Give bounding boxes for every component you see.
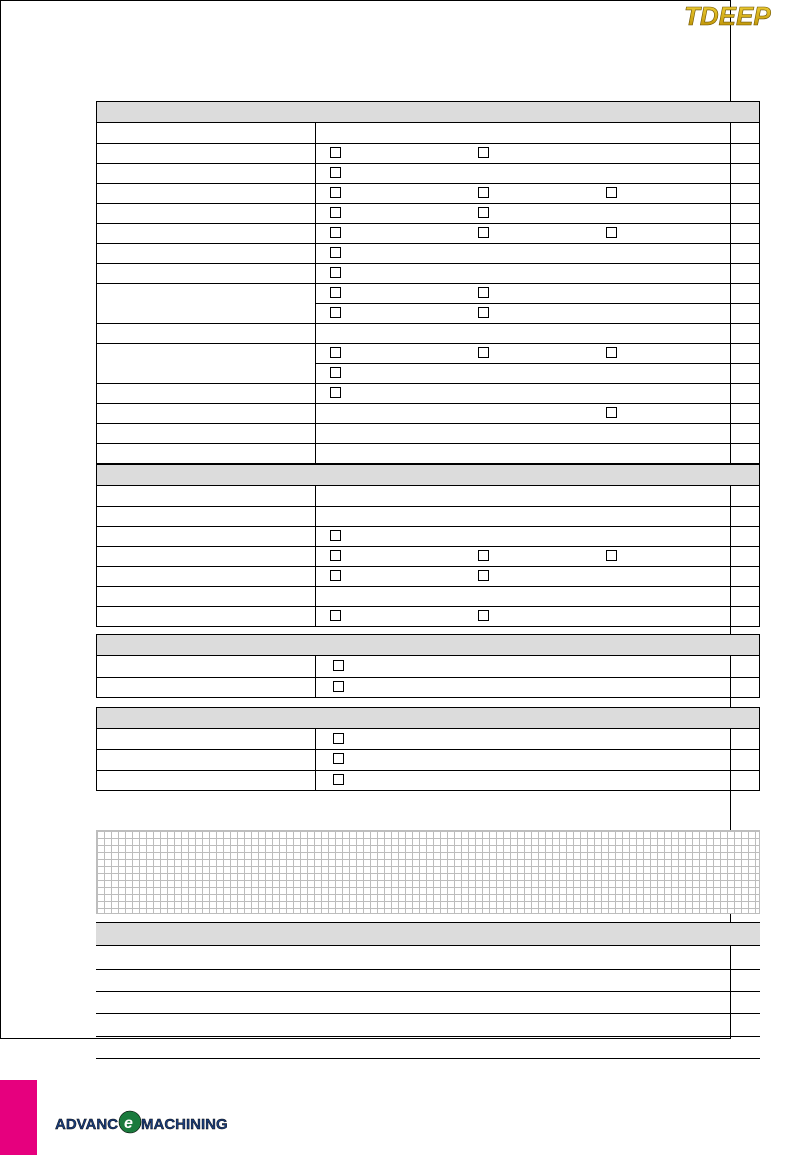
advance-machining-logo: [55, 1108, 230, 1136]
notes-line[interactable]: [96, 1058, 760, 1059]
checkbox[interactable]: [478, 570, 489, 581]
checkbox[interactable]: [330, 147, 341, 158]
svg-text:ADVANC: ADVANC: [55, 1116, 119, 1133]
row-line: [96, 443, 760, 444]
tdeep-logo: [682, 0, 796, 30]
row-line: [96, 677, 760, 678]
section-3-header: [96, 634, 760, 656]
row-line: [96, 749, 760, 750]
checkbox[interactable]: [333, 660, 344, 671]
checkbox[interactable]: [333, 753, 344, 764]
checkbox[interactable]: [606, 187, 617, 198]
row-line: [96, 223, 760, 224]
checkbox[interactable]: [478, 287, 489, 298]
checkbox[interactable]: [330, 610, 341, 621]
checkbox[interactable]: [333, 774, 344, 785]
notes-line[interactable]: [96, 991, 760, 992]
sketch-grid[interactable]: [96, 830, 760, 914]
checkbox[interactable]: [606, 347, 617, 358]
checkbox[interactable]: [330, 187, 341, 198]
checkbox[interactable]: [478, 147, 489, 158]
checkbox[interactable]: [330, 287, 341, 298]
checkbox[interactable]: [606, 407, 617, 418]
checkbox[interactable]: [333, 733, 344, 744]
checkbox[interactable]: [330, 267, 341, 278]
svg-text:MACHINING: MACHINING: [141, 1116, 228, 1133]
row-line: [96, 383, 760, 384]
accent-bar: [0, 1080, 37, 1155]
notes-line[interactable]: [96, 969, 760, 970]
checkbox[interactable]: [330, 367, 341, 378]
checkbox[interactable]: [330, 227, 341, 238]
section-4-divider: [315, 729, 316, 791]
row-line: [315, 363, 760, 364]
checkbox[interactable]: [606, 550, 617, 561]
checkbox[interactable]: [330, 550, 341, 561]
row-line: [96, 606, 760, 607]
row-line: [96, 586, 760, 587]
row-line: [96, 403, 760, 404]
svg-text:e: e: [124, 1115, 133, 1132]
row-line: [96, 526, 760, 527]
row-line: [315, 303, 760, 304]
row-line: [96, 566, 760, 567]
notes-line[interactable]: [96, 1036, 760, 1037]
section-2-header: [96, 464, 760, 486]
checkbox[interactable]: [478, 347, 489, 358]
checkbox[interactable]: [478, 307, 489, 318]
notes-header: [96, 922, 760, 946]
checkbox[interactable]: [478, 227, 489, 238]
checkbox[interactable]: [478, 187, 489, 198]
checkbox[interactable]: [330, 207, 341, 218]
svg-text:TDEEP: TDEEP: [684, 1, 771, 30]
row-line: [96, 323, 760, 324]
row-line: [96, 506, 760, 507]
section-1-header: [96, 101, 760, 123]
checkbox[interactable]: [478, 550, 489, 561]
row-line: [96, 163, 760, 164]
section-4-header: [96, 707, 760, 729]
checkbox[interactable]: [606, 227, 617, 238]
checkbox[interactable]: [330, 247, 341, 258]
row-line: [96, 203, 760, 204]
checkbox[interactable]: [330, 387, 341, 398]
checkbox[interactable]: [478, 610, 489, 621]
row-line: [96, 546, 760, 547]
row-line: [96, 343, 760, 344]
checkbox[interactable]: [330, 347, 341, 358]
row-line: [96, 770, 760, 771]
row-line: [96, 143, 760, 144]
row-line: [96, 243, 760, 244]
checkbox[interactable]: [330, 307, 341, 318]
notes-line[interactable]: [96, 1013, 760, 1014]
checkbox[interactable]: [330, 570, 341, 581]
row-line: [96, 423, 760, 424]
row-line: [96, 263, 760, 264]
checkbox[interactable]: [330, 167, 341, 178]
row-line: [96, 283, 760, 284]
checkbox[interactable]: [333, 681, 344, 692]
checkbox[interactable]: [330, 530, 341, 541]
row-line: [96, 183, 760, 184]
checkbox[interactable]: [478, 207, 489, 218]
section-1-divider: [315, 123, 316, 464]
